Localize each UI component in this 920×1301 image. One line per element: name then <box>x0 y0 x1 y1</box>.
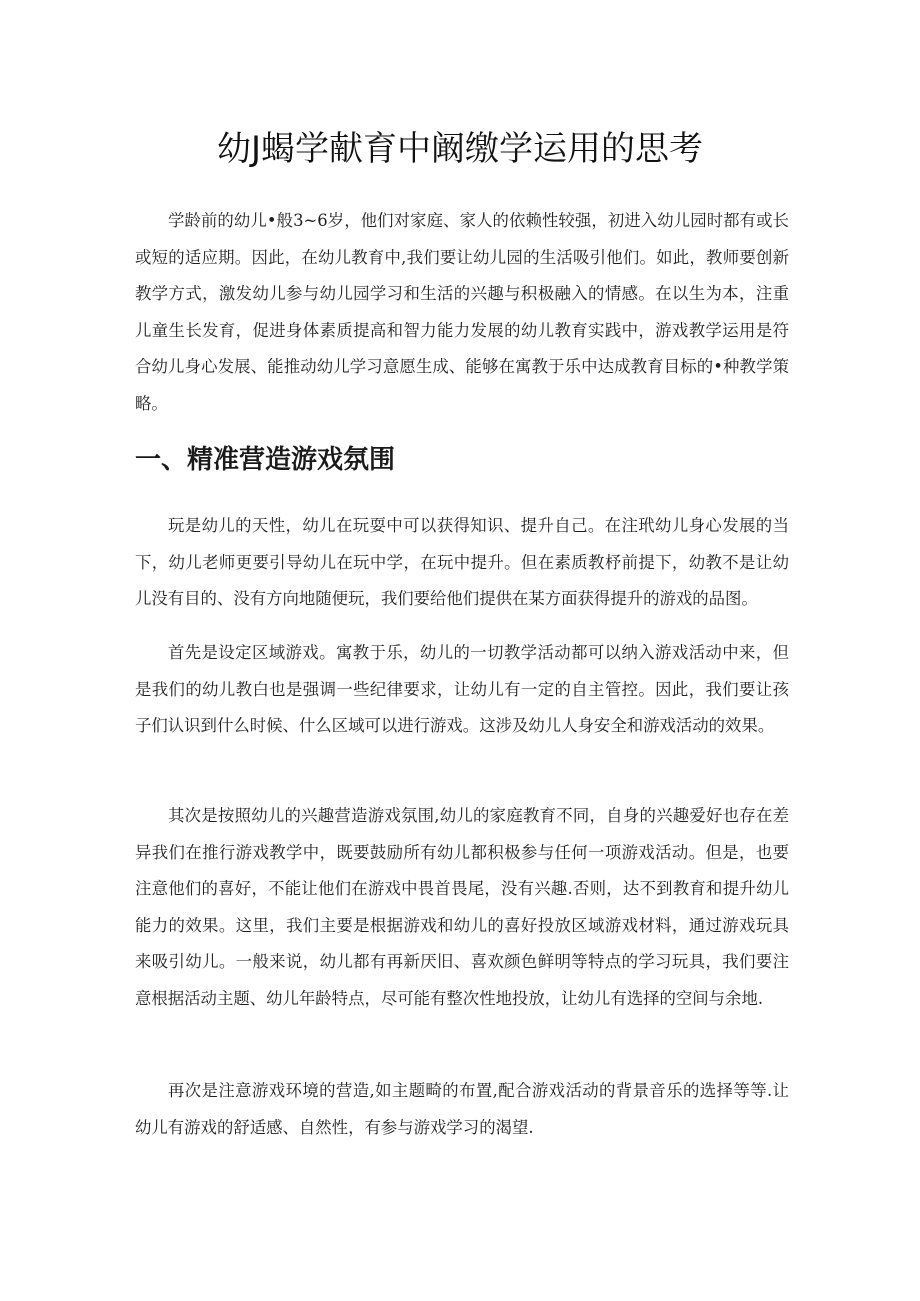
body-paragraph: 其次是按照幼儿的兴趣营造游戏氛围,幼儿的家庭教育不同，自身的兴趣爱好也存在差异我们在推行游戏教学中，既要鼓励所有幼儿都积极参与任何一项游戏活动。但是，也要注意他们的喜好，不能让他们在游戏中畏首畏尾，没有兴趣.否则，达不到教育和提升幼儿能力的效果。这里，我们主要是根据游戏和幼儿的喜好投放区域游戏材料，通过游戏玩具来吸引幼儿。一般来说，幼儿都有再新厌旧、喜欢颜色鲜明等特点的学习玩具，我们要注意根据活动主题、幼儿年龄特点，尽可能有整次性地投放，让幼儿有选择的空间与余地. <box>135 806 789 1008</box>
intro-paragraph: 学龄前的幼儿•般3~6岁，他们对家庭、家人的依赖性较强，初进入幼儿园时都有或长或短的适应期。因此，在幼儿教育中,我们要让幼儿园的生活吸引他们。如此，教师要创新教学方式，激发幼儿参与幼儿园学习和生活的兴趣与积极融入的情感。在以生为本，注重儿童生长发育，促进身体素质提高和智力能力发展的幼儿教育实践中，游戏教学运用是符合幼儿身心发展、能推动幼儿学习意愿生成、能够在寓教于乐中达成教育目标的•种教学策略。 <box>135 211 789 413</box>
section-heading: 一、精准营造游戏氛围 <box>135 445 396 475</box>
body-paragraph: 玩是幼儿的天性，幼儿在玩耍中可以获得知识、提升自己。在注玳幼儿身心发展的当下，幼儿老师更要引导幼儿在玩中学，在玩中提升。但在素质教杼前提下，幼教不是让幼儿没有目的、没有方向地随便玩，我们要给他们提供在某方面获得提升的游戏的品图。 <box>135 516 789 609</box>
document-title: 幼J蝎学献育中阚缴学运用的思考 <box>216 129 704 169</box>
body-paragraph: 首先是设定区域游戏。寓教于乐，幼儿的一切教学活动都可以纳入游戏活动中来，但是我们的幼儿教白也是强调一些纪律要求，让幼儿有一定的自主管控。因此，我们要让孩子们认识到什么时候、什么区域可以进行游戏。这涉及幼儿人身安全和游戏活动的效果。 <box>135 643 789 736</box>
body-paragraph: 再次是注意游戏环境的营造,如主题畸的布置,配合游戏活动的背景音乐的选择等等.让幼儿有游戏的舒适感、自然性，有参与游戏学习的渴望. <box>135 1081 789 1137</box>
